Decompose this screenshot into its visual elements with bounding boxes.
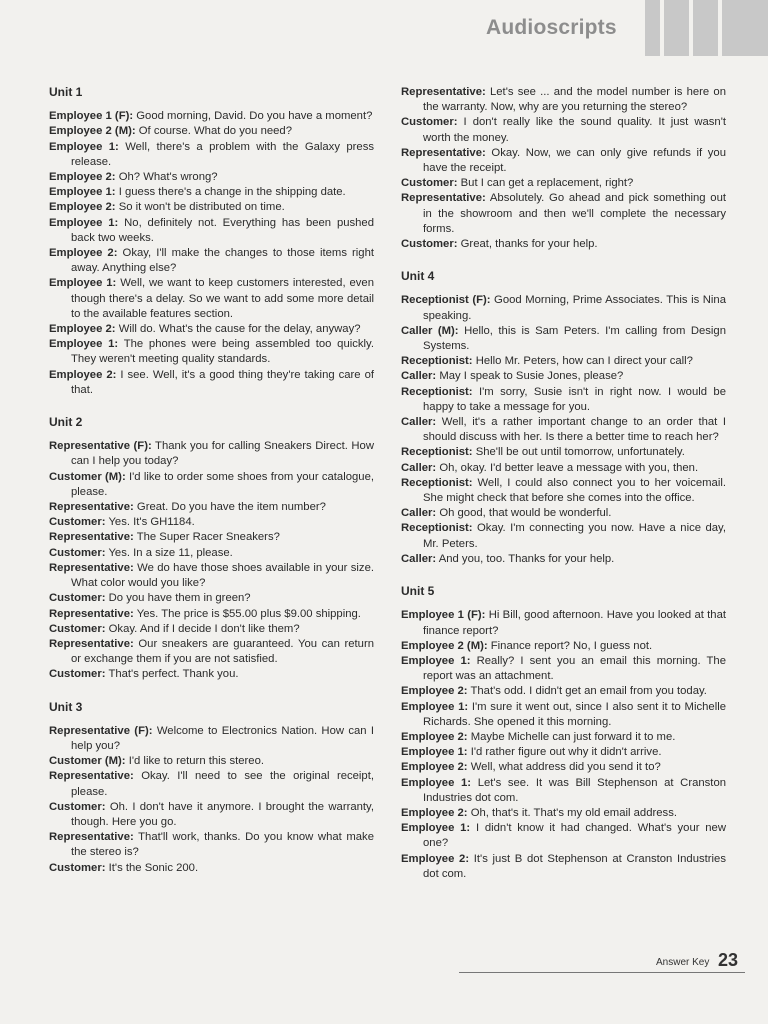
dialogue-text: Well, there's a problem with the Galaxy press release.: [71, 140, 374, 168]
dialogue-line: [401, 776, 726, 806]
dialogue-line: [401, 146, 726, 176]
dialogue-line: [49, 109, 374, 124]
dialogue-line: [401, 684, 726, 699]
speaker-label: Customer:: [49, 592, 106, 605]
page-number: 23: [718, 950, 739, 970]
dialogue-line: [401, 324, 726, 354]
dialogue-line: [401, 176, 726, 191]
dialogue-text: Great, thanks for your help.: [460, 238, 598, 251]
speaker-label: Receptionist:: [401, 385, 473, 398]
dialogue-line: [401, 745, 726, 760]
dialogue-text: Let's see. It was Bill Stephenson at Cranston Industries dot com.: [423, 776, 727, 804]
speaker-label: Employee 1:: [401, 700, 469, 713]
speaker-label: Customer:: [49, 861, 106, 874]
speaker-label: Representative:: [401, 192, 486, 205]
dialogue-line: [49, 170, 374, 185]
right-column: [401, 85, 726, 882]
speaker-label: Representative:: [49, 831, 134, 844]
speaker-label: Employee 2:: [49, 201, 116, 214]
dialogue-line: [401, 354, 726, 369]
unit-section: [401, 269, 726, 567]
speaker-label: Customer:: [401, 177, 458, 190]
dialogue-text: I guess there's a change in the shipping date.: [118, 186, 346, 199]
dialogue-line: [49, 591, 374, 606]
speaker-label: Employee 2:: [49, 171, 116, 184]
dialogue-line: [49, 637, 374, 667]
speaker-label: Receptionist (F):: [401, 294, 491, 307]
dialogue-line: [49, 216, 374, 246]
speaker-label: Customer (M):: [49, 470, 126, 483]
dialogue-line: [49, 337, 374, 367]
speaker-label: Customer:: [49, 800, 106, 813]
speaker-label: Employee 2:: [401, 761, 468, 774]
speaker-label: Caller:: [401, 370, 437, 383]
dialogue-text: Hi Bill, good afternoon. Have you looked at that finance report?: [423, 609, 726, 637]
dialogue-text: May I speak to Susie Jones, please?: [439, 370, 624, 383]
speaker-label: Caller:: [401, 461, 437, 474]
speaker-label: Representative:: [49, 561, 134, 574]
dialogue-text: Oh? What's wrong?: [118, 171, 218, 184]
dialogue-text: No, definitely not. Everything has been pushed back two weeks.: [71, 216, 375, 244]
speaker-label: Employee 2:: [401, 685, 468, 698]
dialogue-text: Oh good, that would be wonderful.: [439, 507, 612, 520]
speaker-label: Caller:: [401, 416, 437, 429]
dialogue-line: [401, 552, 726, 567]
dialogue-text: Yes. In a size 11, please.: [108, 546, 233, 559]
dialogue-text: I'd like to order some shoes from your catalogue, please.: [71, 470, 374, 498]
speaker-label: Employee 2:: [49, 323, 116, 336]
speaker-label: Receptionist:: [401, 522, 473, 535]
speaker-label: Employee 1:: [401, 822, 471, 835]
speaker-label: Employee 1:: [49, 216, 119, 229]
dialogue-line: [49, 724, 374, 754]
dialogue-line: [401, 639, 726, 654]
dialogue-text: Okay, I'll make the changes to those items right away. Anything else?: [71, 247, 374, 275]
dialogue-text: That's odd. I didn't get an email from you today.: [470, 685, 707, 698]
dialogue-text: Oh, that's it. That's my old email address.: [470, 806, 677, 819]
unit-heading: Unit 1: [49, 85, 83, 99]
dialogue-line: [49, 530, 374, 545]
speaker-label: Employee 1:: [401, 654, 471, 667]
dialogue-line: [49, 800, 374, 830]
speaker-label: Employee 1:: [49, 140, 119, 153]
dialogue-text: Great. Do you have the item number?: [136, 501, 326, 514]
speaker-label: Employee 2:: [401, 806, 468, 819]
speaker-label: Caller (M):: [401, 324, 459, 337]
dialogue-text: But I can get a replacement, right?: [460, 177, 634, 190]
dialogue-text: I'd like to return this stereo.: [128, 755, 264, 768]
dialogue-line: [49, 861, 374, 876]
speaker-label: Employee 2 (M):: [49, 125, 136, 138]
dialogue-line: [49, 500, 374, 515]
dialogue-line: [49, 140, 374, 170]
speaker-label: Representative:: [49, 637, 134, 650]
dialogue-line: [49, 607, 374, 622]
dialogue-text: Good morning, David. Do you have a moment?: [136, 110, 373, 123]
dialogue-line: [401, 700, 726, 730]
dialogue-line: [49, 470, 374, 500]
unit-section: [401, 85, 726, 252]
speaker-label: Employee 1 (F):: [401, 609, 486, 622]
dialogue-text: Well, it's a rather important change to an order that I should discuss with her. Is there a better time to reach her?: [423, 416, 726, 444]
dialogue-line: [401, 476, 726, 506]
dialogue-text: It's the Sonic 200.: [108, 861, 199, 874]
speaker-label: Employee 2:: [401, 852, 470, 865]
footer-label: Answer Key: [656, 957, 710, 968]
dialogue-text: Well, we want to keep customers interested, even though there's a delay. So we want to add some more detail to the available features section.: [71, 277, 374, 320]
unit-section: [49, 85, 374, 398]
dialogue-text: Well, I could also connect you to her voicemail. She might check that before she comes into the office.: [423, 476, 727, 505]
dialogue-text: It's just B dot Stephenson at Cranston Industries dot com.: [423, 852, 726, 880]
dialogue-line: [49, 368, 374, 398]
unit-heading: Unit 3: [49, 699, 83, 714]
dialogue-text: The phones were being assembled too quickly. They weren't meeting quality standards.: [71, 338, 375, 366]
dialogue-text: Oh, okay. I'd better leave a message with you, then.: [439, 461, 699, 474]
dialogue-line: [49, 515, 374, 530]
speaker-label: Representative:: [49, 607, 134, 620]
speaker-label: Caller:: [401, 507, 437, 520]
speaker-label: Receptionist:: [401, 355, 473, 368]
dialogue-text: I don't really like the sound quality. It just wasn't worth the money.: [423, 116, 726, 144]
dialogue-line: [401, 385, 726, 415]
dialogue-line: [49, 667, 374, 682]
dialogue-text: Oh. I don't have it anymore. I brought the warranty, though. Here you go.: [71, 800, 375, 828]
speaker-label: Employee 1:: [49, 186, 116, 199]
speaker-label: Customer:: [49, 516, 106, 529]
dialogue-text: I see. Well, it's a good thing they're taking care of that.: [71, 368, 374, 396]
dialogue-text: I'd rather figure out why it didn't arrive.: [470, 746, 662, 759]
dialogue-line: [401, 415, 726, 445]
dialogue-text: Okay. I'll need to see the original receipt, please.: [71, 770, 374, 798]
page-header-title: Audioscripts: [486, 16, 617, 39]
speaker-label: Representative:: [401, 146, 486, 159]
speaker-label: Employee 2:: [49, 247, 118, 260]
speaker-label: Representative:: [49, 531, 134, 544]
dialogue-line: [49, 276, 374, 322]
dialogue-text: That's perfect. Thank you.: [108, 668, 239, 681]
speaker-label: Employee 2:: [401, 730, 468, 743]
speaker-label: Receptionist:: [401, 476, 473, 489]
dialogue-line: [401, 445, 726, 460]
header-decoration: [645, 0, 768, 56]
dialogue-line: [401, 191, 726, 237]
dialogue-text: Hello, this is Sam Peters. I'm calling from Design Systems.: [423, 324, 726, 353]
dialogue-line: [49, 322, 374, 337]
dialogue-text: Finance report? No, I guess not.: [490, 639, 653, 652]
dialogue-text: We do have those shoes available in your size. What color would you like?: [71, 561, 374, 590]
dialogue-text: Yes. The price is $55.00 plus $9.00 shipping.: [136, 607, 361, 620]
unit-section: [401, 584, 726, 882]
dialogue-text: Okay. And if I decide I don't like them?: [108, 622, 300, 635]
speaker-label: Employee 2:: [49, 368, 117, 381]
dialogue-line: [401, 293, 726, 323]
unit-heading: Unit 4: [401, 269, 435, 284]
dialogue-line: [49, 769, 374, 799]
dialogue-text: I'm sure it went out, since I also sent it to Michelle Richards. She opened it this morning.: [423, 700, 726, 728]
speaker-label: Customer:: [49, 622, 106, 635]
unit-section: [49, 700, 374, 876]
speaker-label: Representative:: [49, 501, 134, 514]
speaker-label: Employee 1:: [49, 277, 117, 290]
dialogue-text: Okay. I'm connecting you now. Have a nice day, Mr. Peters.: [423, 522, 726, 550]
dialogue-text: Our sneakers are guaranteed. You can return or exchange them if you are not satisfied.: [71, 637, 374, 666]
dialogue-line: [401, 821, 726, 851]
speaker-label: Employee 2 (M):: [401, 639, 488, 652]
speaker-label: Employee 1:: [401, 776, 472, 789]
dialogue-line: [49, 754, 374, 769]
speaker-label: Customer:: [49, 668, 106, 681]
dialogue-text: Let's see ... and the model number is here on the warranty. Now, why are you returning the stereo?: [423, 86, 726, 114]
dialogue-text: Will do. What's the cause for the delay, anyway?: [118, 323, 361, 336]
footer-rule: [459, 972, 745, 973]
dialogue-text: Well, what address did you send it to?: [470, 761, 661, 774]
dialogue-line: [49, 200, 374, 215]
dialogue-line: [49, 246, 374, 276]
dialogue-line: [401, 461, 726, 476]
unit-heading: Unit 5: [401, 584, 435, 599]
dialogue-text: Thank you for calling Sneakers Direct. How can I help you today?: [71, 440, 374, 468]
speaker-label: Representative (F):: [49, 724, 153, 737]
dialogue-text: The Super Racer Sneakers?: [136, 531, 280, 544]
speaker-label: Employee 1 (F):: [49, 110, 134, 123]
dialogue-line: [401, 237, 726, 252]
dialogue-line: [401, 852, 726, 882]
speaker-label: Caller:: [401, 552, 437, 565]
dialogue-text: Good Morning, Prime Associates. This is Nina speaking.: [423, 294, 726, 322]
dialogue-line: [49, 561, 374, 591]
dialogue-text: I didn't know it had changed. What's your new one?: [423, 822, 726, 850]
dialogue-line: [401, 608, 726, 638]
dialogue-text: Do you have them in green?: [108, 592, 251, 605]
dialogue-line: [401, 115, 726, 145]
dialogue-text: She'll be out until tomorrow, unfortunately.: [475, 446, 685, 459]
speaker-label: Representative:: [49, 770, 134, 783]
dialogue-line: [49, 546, 374, 561]
dialogue-text: Maybe Michelle can just forward it to me.: [470, 730, 676, 743]
speaker-label: Representative (F):: [49, 440, 152, 453]
dialogue-line: [49, 830, 374, 860]
unit-heading: Unit 2: [49, 415, 83, 430]
dialogue-text: Of course. What do you need?: [138, 125, 292, 138]
dialogue-line: [401, 85, 726, 115]
dialogue-text: Yes. It's GH1184.: [108, 516, 195, 529]
speaker-label: Employee 1:: [49, 338, 119, 351]
dialogue-text: Welcome to Electronics Nation. How can I help you?: [71, 724, 375, 752]
dialogue-text: Okay. Now, we can only give refunds if you have the receipt.: [423, 146, 726, 175]
dialogue-line: [401, 506, 726, 521]
left-column: [49, 85, 374, 876]
dialogue-line: [401, 760, 726, 775]
dialogue-line: [49, 439, 374, 469]
speaker-label: Customer:: [401, 116, 458, 129]
speaker-label: Customer:: [49, 546, 106, 559]
speaker-label: Receptionist:: [401, 446, 473, 459]
dialogue-text: Hello Mr. Peters, how can I direct your call?: [475, 355, 693, 368]
speaker-label: Representative:: [401, 86, 486, 98]
dialogue-line: [49, 124, 374, 139]
dialogue-line: [49, 622, 374, 637]
dialogue-line: [401, 806, 726, 821]
dialogue-line: [401, 730, 726, 745]
dialogue-line: [49, 185, 374, 200]
dialogue-text: I'm sorry, Susie isn't in right now. I would be happy to take a message for you.: [423, 385, 726, 413]
dialogue-line: [401, 654, 726, 684]
dialogue-line: [401, 521, 726, 551]
dialogue-text: Really? I sent you an email this morning. The report was an attachment.: [423, 654, 726, 683]
speaker-label: Employee 1:: [401, 746, 468, 759]
dialogue-line: [401, 369, 726, 384]
speaker-label: Customer (M):: [49, 755, 126, 768]
speaker-label: Customer:: [401, 238, 458, 251]
dialogue-text: Absolutely. Go ahead and pick something out in the showroom and then we'll complete the necessary forms.: [423, 192, 726, 235]
dialogue-text: And you, too. Thanks for your help.: [438, 552, 615, 565]
dialogue-text: So it won't be distributed on time.: [118, 201, 285, 214]
dialogue-text: That'll work, thanks. Do you know what make the stereo is?: [71, 831, 374, 859]
unit-section: [49, 415, 374, 682]
